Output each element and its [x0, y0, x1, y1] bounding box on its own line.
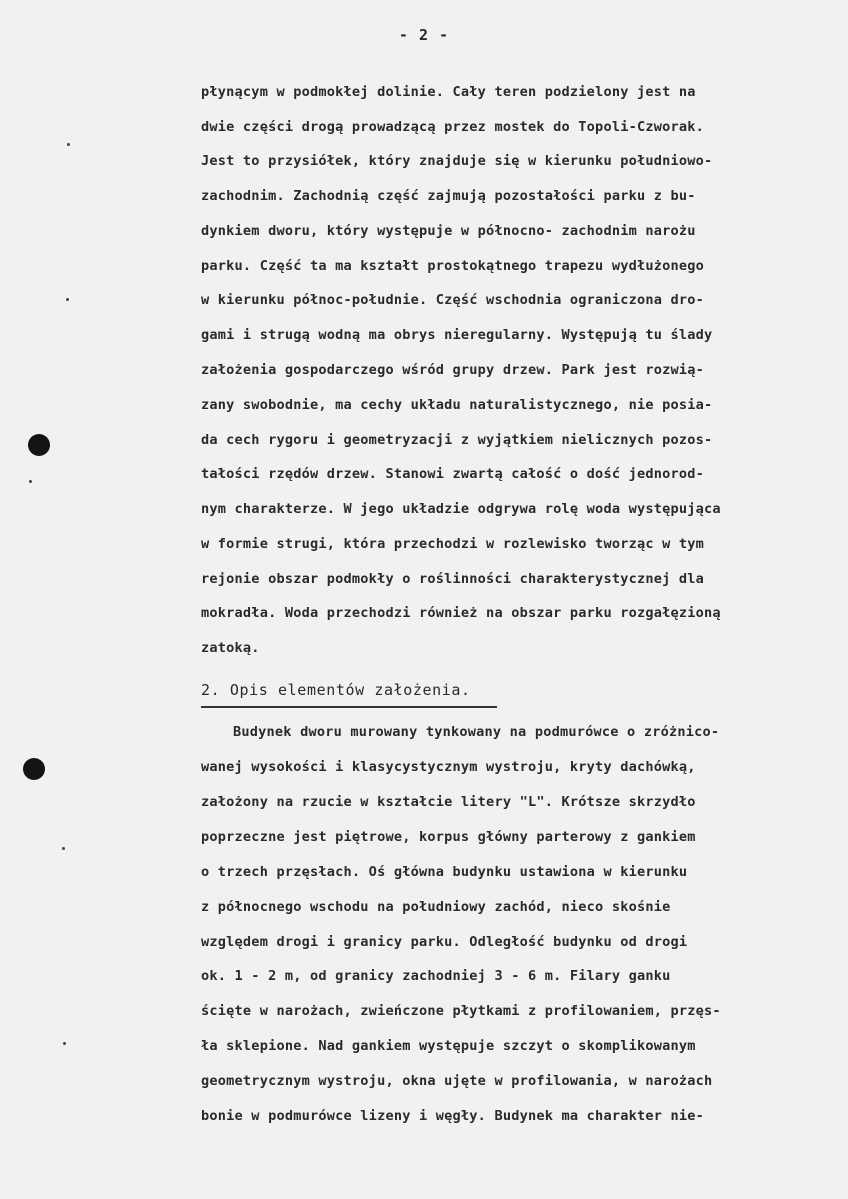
text-line: dynkiem dworu, który występuje w północno- zachodnim narożu [201, 223, 696, 239]
text-line: zachodnim. Zachodnią część zajmują pozostałości parku z bu- [201, 188, 696, 204]
text-line: nym charakterze. W jego układzie odgrywa rolę woda występująca [201, 501, 721, 517]
binder-hole-top [28, 434, 50, 456]
text-line: tałości rzędów drzew. Stanowi zwartą całość o dość jednorod- [201, 466, 705, 482]
speck [62, 847, 65, 850]
text-line: rejonie obszar podmokły o roślinności charakterystycznej dla [201, 571, 705, 587]
text-line: płynącym w podmokłej dolinie. Cały teren podzielony jest na [201, 84, 696, 100]
text-line: zany swobodnie, ma cechy układu naturalistycznego, nie posia- [201, 397, 713, 413]
text-line: ścięte w narożach, zwieńczone płytkami z profilowaniem, przęs- [201, 1003, 721, 1019]
speck [66, 298, 69, 301]
speck [63, 1042, 66, 1045]
text-line: założony na rzucie w kształcie litery "L". Krótsze skrzydło [201, 794, 696, 810]
heading-underline [201, 706, 497, 708]
text-line: wanej wysokości i klasycystycznym wystroju, kryty dachówką, [201, 759, 696, 775]
text-line: ok. 1 - 2 m, od granicy zachodniej 3 - 6 m. Filary ganku [201, 968, 671, 984]
text-line: poprzeczne jest piętrowe, korpus główny parterowy z gankiem [201, 829, 696, 845]
text-line: Budynek dworu murowany tynkowany na podmurówce o zróżnico- [233, 724, 720, 740]
text-line: względem drogi i granicy parku. Odległość budynku od drogi [201, 934, 688, 950]
text-line: geometrycznym wystroju, okna ujęte w profilowania, w narożach [201, 1073, 713, 1089]
section-heading: 2. Opis elementów założenia. [201, 681, 471, 699]
text-line: założenia gospodarczego wśród grupy drzew. Park jest rozwią- [201, 362, 705, 378]
text-line: ła sklepione. Nad gankiem występuje szczyt o skomplikowanym [201, 1038, 696, 1054]
text-line: Jest to przysiółek, który znajduje się w kierunku południowo- [201, 153, 713, 169]
text-line: da cech rygoru i geometryzacji z wyjątkiem nielicznych pozos- [201, 432, 713, 448]
binder-hole-bottom [23, 758, 45, 780]
text-line: w formie strugi, która przechodzi w rozlewisko tworząc w tym [201, 536, 705, 552]
text-line: bonie w podmurówce lizeny i węgły. Budynek ma charakter nie- [201, 1108, 705, 1124]
text-line: gami i strugą wodną ma obrys nieregularny. Występują tu ślady [201, 327, 713, 343]
text-line: mokradła. Woda przechodzi również na obszar parku rozgałęzioną [201, 605, 721, 621]
page-number: - 2 - [398, 26, 450, 44]
text-line: dwie części drogą prowadzącą przez mostek do Topoli-Czworak. [201, 119, 705, 135]
speck [29, 480, 32, 483]
text-line: z północnego wschodu na południowy zachód, nieco skośnie [201, 899, 671, 915]
speck [67, 143, 70, 146]
text-line: w kierunku północ-południe. Część wschodnia ograniczona dro- [201, 292, 705, 308]
text-line: zatoką. [201, 640, 260, 656]
text-line: parku. Część ta ma kształt prostokątnego trapezu wydłużonego [201, 258, 705, 274]
text-line: o trzech przęsłach. Oś główna budynku ustawiona w kierunku [201, 864, 688, 880]
